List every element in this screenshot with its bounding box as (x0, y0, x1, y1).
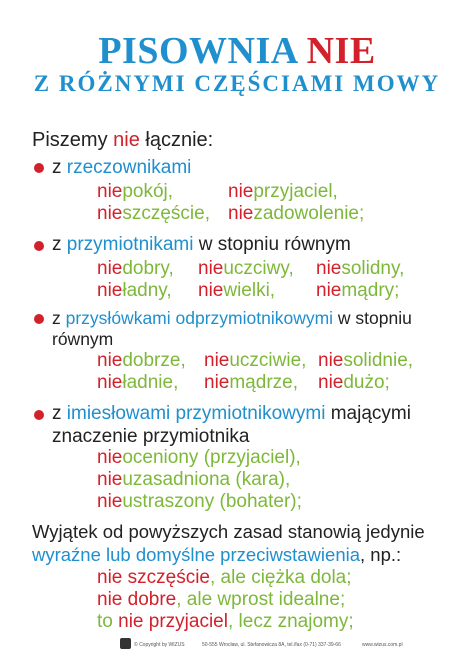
example-word: szczęście, (122, 203, 210, 224)
example-word: ładny, (122, 280, 172, 301)
nie-prefix: nie (97, 491, 123, 512)
nie-prefix: nie (97, 258, 123, 279)
example-word: ładnie, (122, 372, 179, 393)
example-line (204, 349, 306, 373)
phrase-line (97, 588, 345, 612)
nie-prefix: nie (198, 258, 224, 279)
example-word: mądrze, (229, 372, 298, 393)
phrase-line (97, 566, 352, 590)
nie-prefix: nie (318, 372, 344, 393)
nie-prefix: nie (204, 372, 230, 393)
example-word: dużo; (343, 372, 390, 393)
example-word: solidnie, (343, 350, 414, 371)
exception-text: Wyjątek od powyższych zasad stanowią jedynie (32, 521, 425, 542)
phrase-green: , ale wprost idealne; (176, 589, 346, 610)
nie-prefix: nie (97, 280, 123, 301)
example-line (204, 371, 298, 395)
footer-address: 50-555 Wrocław, ul. Stefanowicza 8A, tel./fax (0-71) 337-39-66 (202, 642, 341, 648)
poster-title (0, 30, 474, 72)
bullet-icon (34, 241, 44, 251)
example-word: solidny, (341, 258, 405, 279)
example-word: dobrze, (122, 350, 186, 371)
nie-prefix: nie (97, 372, 123, 393)
example-line (97, 180, 173, 204)
rule-continuation: znaczenie przymiotnika (52, 426, 250, 447)
category-participles: imiesłowami przymiotnikowymi (66, 403, 326, 424)
category-adverbs: przysłówkami odprzymiotnikowymi (65, 308, 334, 328)
example-line (97, 468, 290, 492)
phrase-red: przyjaciel (143, 611, 228, 632)
example-word: uzasadniona (kara), (122, 469, 291, 490)
phrase-nie: nie (97, 567, 123, 588)
example-line (198, 257, 294, 281)
example-word: zadowolenie; (253, 203, 365, 224)
phrase-green: , lecz znajomy; (227, 611, 354, 632)
phrase-red: dobre (122, 589, 177, 610)
example-line (318, 349, 413, 373)
footer-web: www.wizus.com.pl (362, 642, 403, 648)
rule-suffix: w stopniu równym (193, 234, 351, 255)
bullet-icon (34, 314, 44, 324)
phrase-red: szczęście (122, 567, 210, 588)
title-part2: NIE (306, 30, 376, 72)
phrase-nie: nie (118, 611, 144, 632)
example-line (228, 180, 338, 204)
example-line (198, 279, 275, 303)
nie-prefix: nie (228, 181, 254, 202)
example-line (318, 371, 390, 395)
rule-heading (32, 128, 213, 152)
example-line (316, 257, 404, 281)
nie-prefix: nie (228, 203, 254, 224)
nie-prefix: nie (97, 203, 123, 224)
phrase-green: , ale ciężka dola; (210, 567, 352, 588)
example-word: pokój, (122, 181, 174, 202)
example-line (97, 371, 178, 395)
heading-text-after: łącznie: (139, 129, 214, 151)
example-line (97, 257, 174, 281)
example-line (97, 446, 301, 470)
example-word: mądry; (341, 280, 400, 301)
nie-prefix: nie (204, 350, 230, 371)
nie-prefix: nie (316, 258, 342, 279)
phrase-line (97, 610, 354, 634)
example-word: wielki, (223, 280, 276, 301)
category-adjectives: przymiotnikami (66, 234, 194, 255)
bullet-icon (34, 163, 44, 173)
nie-prefix: nie (97, 469, 123, 490)
example-line (316, 279, 399, 303)
nie-prefix: nie (97, 181, 123, 202)
nie-prefix: nie (97, 447, 123, 468)
rule-prefix: z (52, 234, 67, 255)
example-line (97, 490, 302, 514)
example-line (97, 202, 210, 226)
example-word: oceniony (przyjaciel), (122, 447, 301, 468)
nie-prefix: nie (198, 280, 224, 301)
example-line (97, 349, 186, 373)
poster-subtitle: Z RÓŻNYMI CZĘŚCIAMI MOWY (33, 71, 441, 96)
phrase-green: to (97, 611, 119, 632)
footer (0, 638, 474, 652)
exception-after: , np.: (360, 544, 402, 565)
rule-suffix: mającymi (325, 403, 411, 424)
example-word: przyjaciel, (253, 181, 338, 202)
title-part1: PISOWNIA (98, 30, 307, 72)
footer-copyright: © Copyright by WIZUS (134, 642, 185, 648)
phrase-nie: nie (97, 589, 123, 610)
example-word: uczciwie, (229, 350, 307, 371)
heading-nie: nie (113, 129, 140, 151)
rule-adjectives (52, 233, 351, 257)
rule-suffix: w stopniu (333, 308, 412, 328)
nie-prefix: nie (97, 350, 123, 371)
example-word: ustraszony (bohater); (122, 491, 302, 512)
example-line (228, 202, 364, 226)
nie-prefix: nie (318, 350, 344, 371)
rule-prefix: z (52, 157, 67, 178)
example-line (97, 279, 172, 303)
rule-prefix: z (52, 403, 67, 424)
rule-continuation: równym (52, 329, 114, 349)
exception-highlight: wyraźne lub domyślne przeciwstawienia (32, 544, 361, 565)
example-word: dobry, (122, 258, 174, 279)
category-nouns: rzeczownikami (66, 157, 192, 178)
exception-line (32, 543, 401, 567)
rule-prefix: z (52, 308, 66, 328)
heading-text: Piszemy (32, 129, 114, 151)
nie-prefix: nie (316, 280, 342, 301)
bullet-icon (34, 410, 44, 420)
example-word: uczciwy, (223, 258, 294, 279)
rule-nouns (52, 156, 191, 180)
rule-participles (52, 402, 411, 426)
